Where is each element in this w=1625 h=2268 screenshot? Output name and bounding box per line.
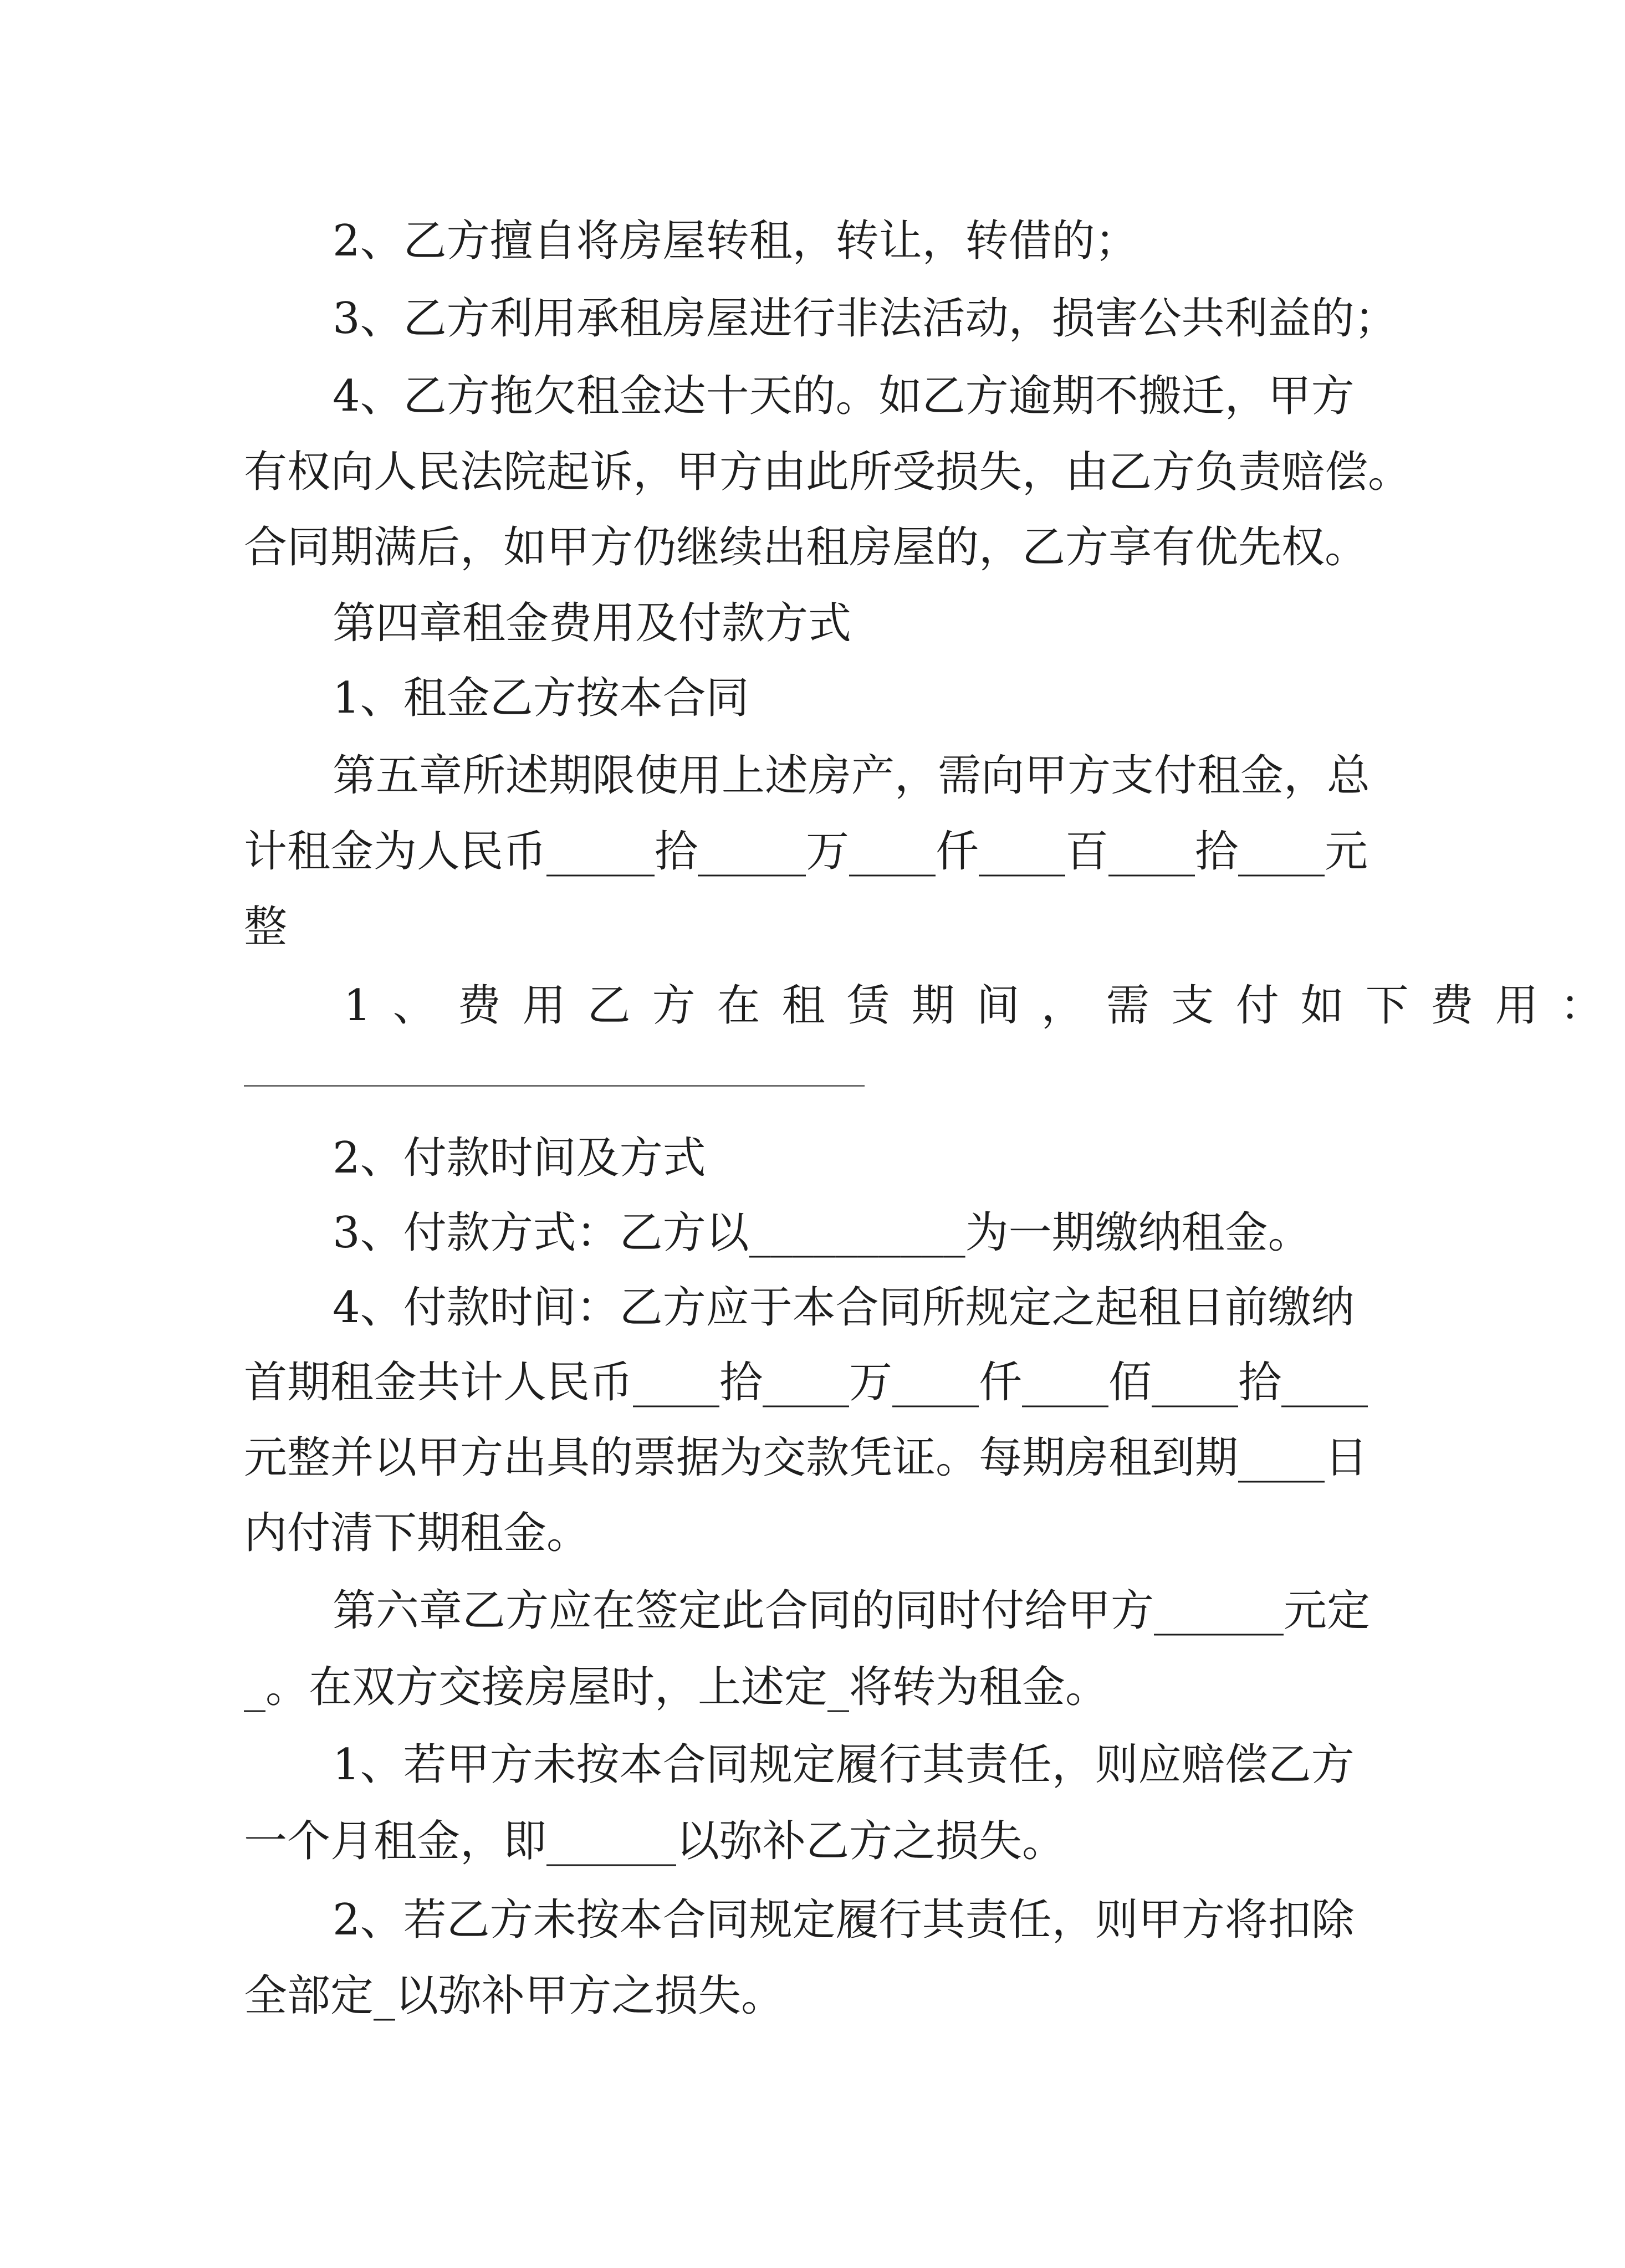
payment-item-4-cont-3: 内付清下期租金。	[244, 1508, 590, 1558]
breach-item-2: 2、若乙方未按本合同规定履行其责任，则甲方将扣除	[333, 1895, 1355, 1945]
payment-item-2: 2、付款时间及方式	[333, 1133, 706, 1183]
chapter-6-text: 第六章乙方应在签定此合同的同时付给甲方______元定	[333, 1586, 1371, 1636]
chapter-5-text: 第五章所述期限使用上述房产，需向甲方支付租金，总	[333, 751, 1371, 801]
payment-item-4-cont: 首期租金共计人民币____拾____万____仟____佰____拾____	[244, 1358, 1368, 1407]
chapter-6-text-cont: _。在双方交接房屋时，上述定_将转为租金。	[244, 1662, 1109, 1712]
rent-item-1: 1、租金乙方按本合同	[333, 673, 749, 723]
chapter-4-heading: 第四章租金费用及付款方式	[333, 598, 852, 648]
breach-item-1-cont: 一个月租金，即______以弥补乙方之损失。	[244, 1816, 1066, 1866]
clause-3-illegal-use: 3、乙方利用承租房屋进行非法活动，损害公共利益的；	[333, 294, 1398, 344]
priority-right-text: 合同期满后，如甲方仍继续出租房屋的，乙方享有优先权。	[244, 523, 1368, 572]
breach-item-1: 1、若甲方未按本合同规定履行其责任，则应赔偿乙方	[333, 1740, 1355, 1790]
fee-blank-line	[244, 1085, 865, 1087]
total-rent-text-end: 整	[244, 902, 288, 952]
breach-item-2-cont: 全部定_以弥补甲方之损失。	[244, 1971, 785, 2021]
payment-item-4-cont-2: 元整并以甲方出具的票据为交款凭证。每期房租到期____日	[244, 1433, 1368, 1483]
clause-2-sublet: 2、乙方擅自将房屋转租，转让，转借的；	[333, 216, 1138, 266]
payment-item-3: 3、付款方式：乙方以__________为一期缴纳租金。	[333, 1208, 1311, 1258]
clause-4-arrears-cont: 有权向人民法院起诉，甲方由此所受损失，由乙方负责赔偿。	[244, 447, 1412, 497]
total-rent-text: 计租金为人民币_____拾_____万____仟____百____拾____元	[244, 827, 1368, 877]
payment-item-4: 4、付款时间：乙方应于本合同所规定之起租日前缴纳	[333, 1283, 1355, 1333]
clause-4-arrears: 4、乙方拖欠租金达十天的。如乙方逾期不搬迁，甲方	[333, 371, 1355, 421]
fees-item-1: 1、费用乙方在租赁期间，需支付如下费用：	[344, 981, 1625, 1031]
